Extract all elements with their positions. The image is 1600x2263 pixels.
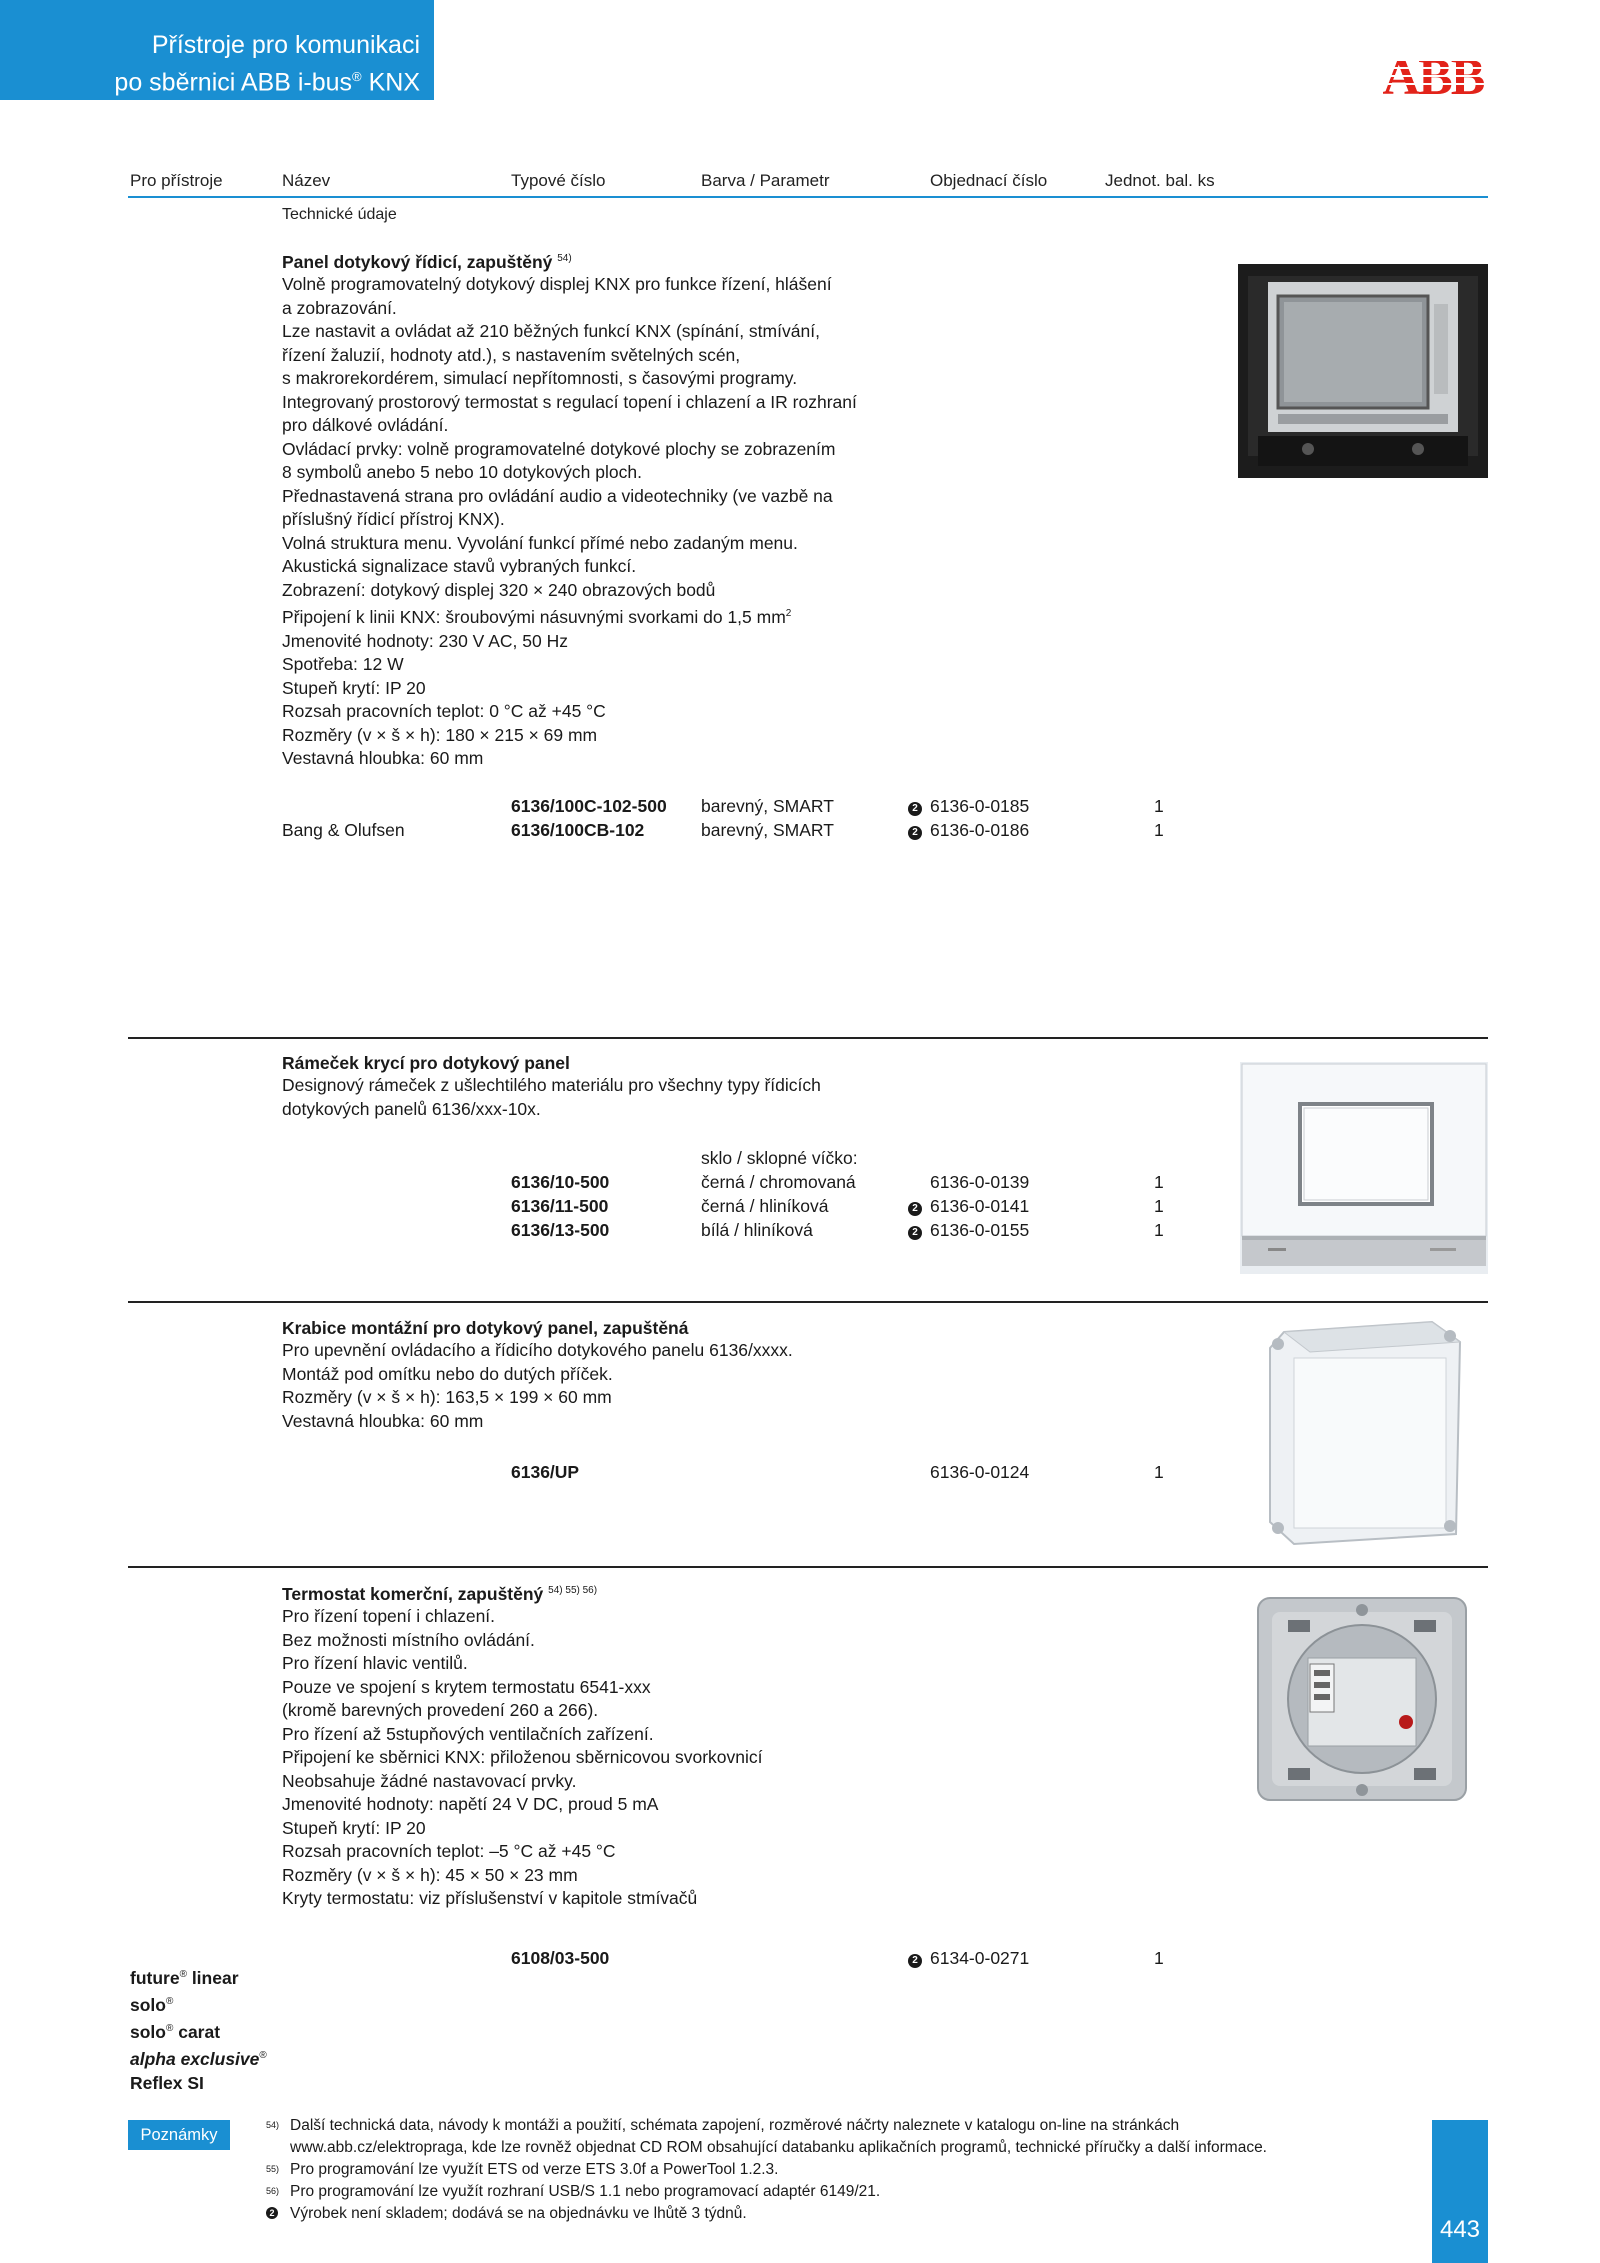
not-in-stock-mark: 2 <box>908 802 922 816</box>
touch-panel-image <box>1238 264 1488 478</box>
brand-solo-carat: solo® carat <box>130 2022 221 2042</box>
panel-description: Volně programovatelný dotykový displej KNX pro funkce řízení, hlášení a zobrazování. Lze nastavit a ovládat až 210 běžných funkcí KNX (spínání, stmívání, řízení žaluzií, hodnoty atd.), s nastavením světelných scén, s makrorekordérem, simulací nepřítomnosti, s časovými programy. Integrovaný prostorový termostat s regulací topení i chlazení a IR rozhraní pro dálkové ovládání. Ovládací prvky: volně programovatelné dotykové plochy se zobrazením 8 symbolů anebo 5 nebo 10 dotykových ploch. Přednastavená strana pro ovládání audio a videotechniky (ve vazbě na příslušný řídicí přístroj KNX). Volná struktura menu. Vyvolání funkcí přímé nebo zadaným menu. Akustická signalizace stavů vybraných funkcí. Zobrazení: dotykový displej 320 × 240 obrazových bodů Připojení k linii KNX: šroubovými násuvnými svorkami do 1,5 $mm^2$ Jmenovité hodnoty: 230 V AC, 50 Hz Spotřeba: 12 W Stupeň krytí: IP 20 Rozsah pracovních teplot: 0 °C až +45 °C Rozměry (v × š × h): 180 × 215 × 69 mm Vestavná hloubka: 60 mm <box>282 274 857 768</box>
section-panel <box>282 252 857 771</box>
section-ramecek <box>282 1053 821 1121</box>
ramecek-title: Rámeček krycí pro dotykový panel <box>282 1053 570 1073</box>
ramecek-description: Designový rámeček z ušlechtilého materiálu pro všechny typy řídicích dotykových panelů 6136/xxx-10x. <box>282 1075 821 1119</box>
table-row-barva: černá / hliníková <box>701 1196 829 1216</box>
termostat-title: Termostat komerční, zapuštěný $^{54) 55) 56)}$ <box>282 1584 598 1604</box>
table-row-ks: 1 <box>1154 1172 1164 1192</box>
chapter-title-line1: Přístroje pro komunikaci <box>151 31 420 59</box>
table-row-barva: bílá / hliníková <box>701 1220 813 1240</box>
chapter-header <box>0 0 434 100</box>
thermostat-image <box>1244 1584 1480 1814</box>
table-row-obj: 6136-0-0124 <box>930 1462 1030 1482</box>
table-row-nazev: Bang & Olufsen <box>282 820 405 840</box>
table-row-typ: 6136/11-500 <box>511 1196 609 1216</box>
not-in-stock-mark: 2 <box>908 1226 922 1240</box>
page-number: 443 <box>1432 2120 1488 2263</box>
table-row-obj: 2 6136-0-0141 <box>908 1194 1029 1218</box>
not-in-stock-mark: 2 <box>908 1954 922 1968</box>
table-row-typ: 6136/100C-102-500 <box>511 796 667 816</box>
table-row-obj: 2 6136-0-0186 <box>908 818 1029 842</box>
footnote-54: 54) Další technická data, návody k montáži a použití, schémata zapojení, rozměrové náčrty naleznete v katalogu on-line na stránkách <box>266 2117 1180 2134</box>
brand-solo: solo® <box>130 1995 174 2015</box>
footnote-55: 55) Pro programování lze využít ETS od verze ETS 3.0f a PowerTool 1.2.3. <box>266 2161 779 2178</box>
section-divider <box>128 1566 1488 1568</box>
section-divider <box>128 1037 1488 1039</box>
table-row-typ: 6136/UP <box>511 1462 580 1482</box>
krabice-title: Krabice montážní pro dotykový panel, zapuštěná <box>282 1318 689 1338</box>
table-row-ks: 1 <box>1154 1462 1164 1482</box>
section-krabice <box>282 1318 793 1433</box>
header-rule <box>128 196 1488 198</box>
table-row-obj: 2 6136-0-0185 <box>908 794 1029 818</box>
footnote-56: 56) Pro programování lze využít rozhraní USB/S 1.1 nebo programovací adaptér 6149/21. <box>266 2183 881 2200</box>
notes-tab: Poznámky <box>128 2120 230 2150</box>
ramecek-param-header: sklo / sklopné víčko: <box>701 1148 858 1168</box>
mounting-box-image <box>1264 1318 1464 1546</box>
table-row-obj: 2 6136-0-0155 <box>908 1218 1029 1242</box>
table-row-barva: barevný, SMART <box>701 796 834 816</box>
footnote-54-cont: www.abb.cz/elektropraga, kde lze rovněž objednat CD ROM obsahující databanku aplikačních programů, technické příručky a další informace. <box>290 2139 1267 2156</box>
table-row-barva: barevný, SMART <box>701 820 834 840</box>
chapter-title-line2: po sběrnici ABB i-bus® KNX <box>114 68 420 97</box>
col-objednaci-cislo: Objednací číslo <box>930 171 1048 190</box>
col-pro-pristroje: Pro přístroje <box>130 171 223 190</box>
brand-alpha-exclusive: alpha exclusive® <box>130 2049 267 2069</box>
table-row-ks: 1 <box>1154 1948 1164 1968</box>
not-in-stock-mark: 2 <box>908 826 922 840</box>
table-row-typ: 6136/10-500 <box>511 1172 610 1192</box>
brand-future-linear: future® linear <box>130 1968 239 1988</box>
not-in-stock-mark: 2 <box>908 1202 922 1216</box>
brand-reflex-si: Reflex SI <box>130 2073 204 2093</box>
col-jednot-bal: Jednot. bal. ks <box>1105 171 1215 190</box>
section-termostat <box>282 1584 763 1911</box>
section-divider <box>128 1301 1488 1303</box>
footnotes <box>266 2115 1267 2225</box>
abb-logo <box>1378 50 1488 100</box>
table-row-barva: černá / chromovaná <box>701 1172 856 1192</box>
cover-frame-image <box>1240 1062 1488 1274</box>
table-row-typ: 6136/13-500 <box>511 1220 610 1240</box>
footnote-not-in-stock: 2 Výrobek není skladem; dodává se na objednávku ve lhůtě 3 týdnů. <box>270 2203 1267 2225</box>
krabice-description: Pro upevnění ovládacího a řídicího dotykového panelu 6136/xxxx. Montáž pod omítku nebo do dutých příček. Rozměry (v × š × h): 163,5 × 199 × 60 mm Vestavná hloubka: 60 mm <box>282 1340 793 1431</box>
panel-title: Panel dotykový řídicí, zapuštěný $^{54)}$ <box>282 252 572 272</box>
table-row-typ: 6136/100CB-102 <box>511 820 645 840</box>
col-technicke-udaje: Technické údaje <box>282 206 397 223</box>
table-row-ks: 1 <box>1154 1220 1164 1240</box>
table-row-ks: 1 <box>1154 820 1164 840</box>
termostat-description: Pro řízení topení i chlazení. Bez možnosti místního ovládání. Pro řízení hlavic ventilů. Pouze ve spojení s krytem termostatu 6541-xxx (kromě barevných provedení 260 a 266). Pro řízení až 5stupňových ventilačních zařízení. Připojení ke sběrnici KNX: přiloženou sběrnicovou svorkovnicí Neobsahuje žádné nastavovací prvky. Jmenovité hodnoty: napětí 24 V DC, proud 5 mA Stupeň krytí: IP 20 Rozsah pracovních teplot: –5 °C až +45 °C Rozměry (v × š × h): 45 × 50 × 23 mm Kryty termostatu: viz příslušenství v kapitole stmívačů <box>282 1606 763 1908</box>
table-row-obj: 2 6134-0-0271 <box>908 1946 1029 1970</box>
col-nazev: Název <box>282 171 331 190</box>
compatible-designs-list <box>130 1963 267 2095</box>
table-row-ks: 1 <box>1154 1196 1164 1216</box>
table-row-ks: 1 <box>1154 796 1164 816</box>
col-barva-parametr: Barva / Parametr <box>701 171 830 190</box>
col-typove-cislo: Typové číslo <box>511 171 606 190</box>
table-row-obj: 6136-0-0139 <box>930 1172 1030 1192</box>
table-row-typ: 6108/03-500 <box>511 1948 610 1968</box>
